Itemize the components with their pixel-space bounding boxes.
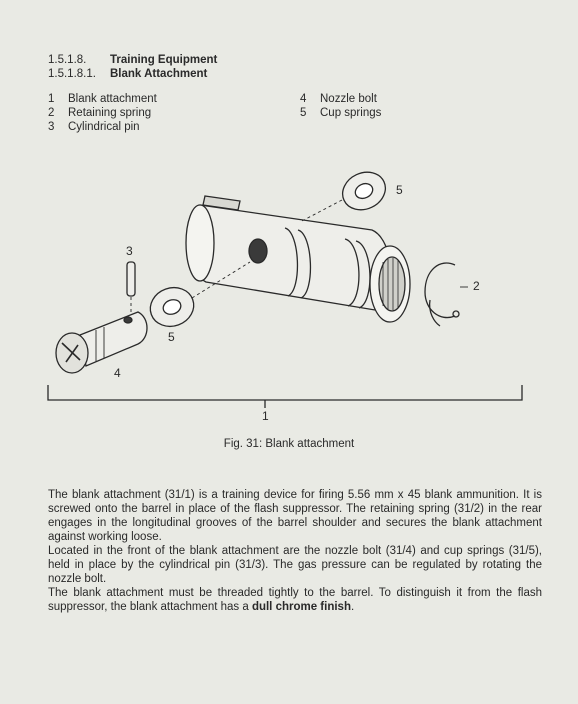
section-number: 1.5.1.8. — [48, 54, 87, 66]
subsection-number: 1.5.1.8.1. — [48, 68, 96, 80]
legend-label: Blank attachment — [68, 93, 157, 105]
callout-1: 1 — [262, 409, 269, 423]
legend-label: Nozzle bolt — [320, 93, 377, 105]
paragraph: Located in the front of the blank attachment are the nozzle bolt (31/4) and cup springs (31/5), held in place by the cylindrical pin (31/3). The gas pressure can be regulated by rotating the nozzle bolt. — [48, 545, 542, 585]
body-text — [48, 488, 542, 614]
nozzle-bolt — [56, 312, 147, 373]
legend-item: 5 Cup springs — [300, 107, 382, 119]
bracket-line — [48, 385, 522, 400]
legend-item: 2 Retaining spring — [48, 107, 152, 119]
callout-5-upper: 5 — [396, 183, 403, 197]
paragraph: The blank attachment (31/1) is a training device for firing 5.56 mm x 45 blank ammunition. It is screwed onto the barrel in place of the flash suppressor. The retaining spring (31/2) in the rear engages in the longitudinal grooves of the barrel shoulder and secures the blank attachment against working loose. — [48, 489, 542, 543]
attachment-body — [186, 196, 410, 322]
callout-5-lower: 5 — [168, 330, 175, 344]
section-title: Training Equipment — [110, 54, 218, 66]
legend-label: Cylindrical pin — [68, 121, 140, 133]
legend-label: Cup springs — [320, 107, 382, 119]
legend-item: 1 Blank attachment — [48, 93, 157, 105]
legend-item: 4 Nozzle bolt — [300, 93, 377, 105]
callout-4: 4 — [114, 366, 121, 380]
figure-caption: Fig. 31: Blank attachment — [223, 438, 355, 450]
emphasis: dull chrome finish — [251, 601, 351, 613]
paragraph: The blank attachment must be threaded tightly to the barrel. To distinguish it from the flash suppressor, the blank attachment has a dull chrome finish. — [48, 587, 542, 613]
legend-item: 3 Cylindrical pin — [48, 121, 140, 133]
subsection-title: Blank Attachment — [110, 68, 208, 80]
cup-spring-upper — [300, 165, 392, 222]
callout-2: 2 — [473, 279, 480, 293]
callout-3: 3 — [126, 244, 133, 258]
retaining-spring — [425, 263, 459, 326]
legend-label: Retaining spring — [68, 107, 152, 119]
cylindrical-pin — [127, 262, 135, 316]
